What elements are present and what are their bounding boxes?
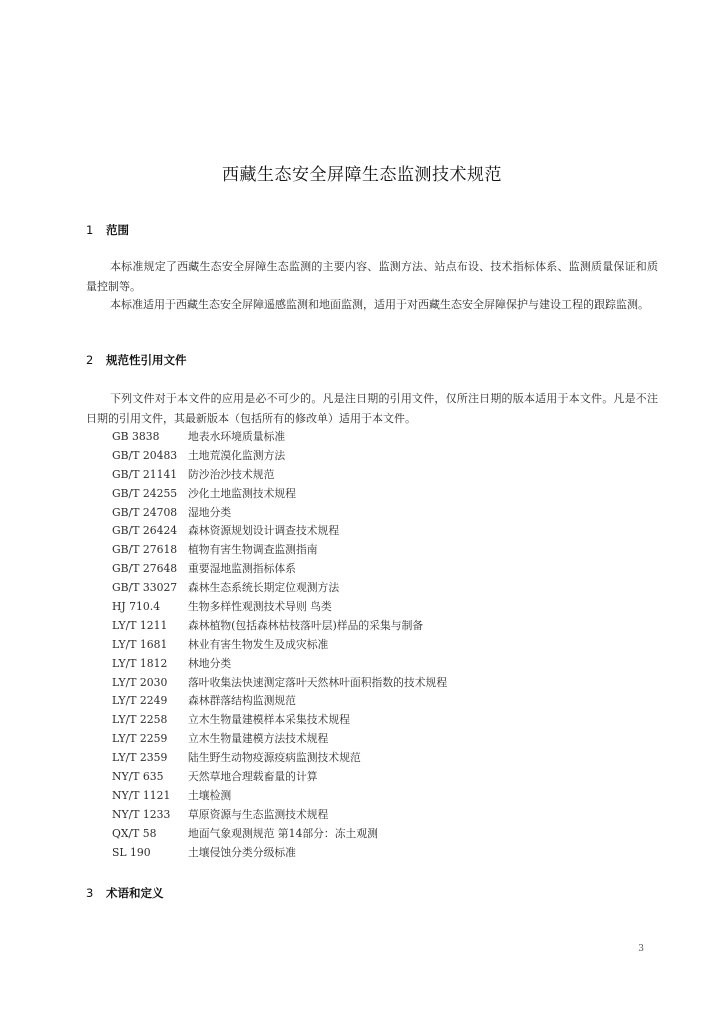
reference-list xyxy=(112,428,447,862)
reference-code: LY/T 1681 xyxy=(112,637,168,651)
reference-item xyxy=(112,692,447,711)
references-intro: 下列文件对于本文件的应用是必不可少的。凡是注日期的引用文件，仅所注日期的版本适用于本文件。凡是不注日期的引用文件，其最新版本（包括所有的修改单）适用于本文件。 xyxy=(86,392,658,425)
section-number: 3 xyxy=(86,886,94,900)
reference-title: 重要湿地监测指标体系 xyxy=(188,562,296,576)
reference-code: GB/T 27648 xyxy=(112,562,178,576)
reference-item xyxy=(112,825,447,844)
reference-title: 地面气象观测规范 第14部分：冻土观测 xyxy=(188,826,378,840)
reference-item xyxy=(112,504,447,523)
reference-title: 草原资源与生态监测技术规程 xyxy=(188,807,329,821)
reference-item xyxy=(112,674,447,693)
reference-code: LY/T 1812 xyxy=(112,656,168,670)
reference-item xyxy=(112,711,447,730)
reference-title: 地表水环境质量标准 xyxy=(188,430,286,443)
reference-code: LY/T 1211 xyxy=(112,618,168,632)
reference-title: 生物多样性观测技术导则 鸟类 xyxy=(188,600,332,614)
section-title: 范围 xyxy=(106,223,129,237)
reference-code: GB/T 20483 xyxy=(112,448,178,462)
reference-code: NY/T 1121 xyxy=(112,788,171,802)
reference-code: GB 3838 xyxy=(112,430,160,443)
reference-item xyxy=(112,560,447,579)
reference-item xyxy=(112,522,447,541)
reference-code: LY/T 2030 xyxy=(112,675,168,689)
reference-item xyxy=(112,768,447,787)
reference-title: 林地分类 xyxy=(188,656,232,670)
reference-item xyxy=(112,787,447,806)
section-number: 2 xyxy=(86,353,94,367)
reference-code: GB/T 24708 xyxy=(112,505,178,519)
reference-title: 陆生野生动物疫源疫病监测技术规范 xyxy=(188,751,361,765)
section-heading-terms-definitions xyxy=(86,885,164,901)
reference-title: 立木生物量建模方法技术规程 xyxy=(188,732,329,746)
section-title: 术语和定义 xyxy=(106,886,164,900)
reference-item xyxy=(112,806,447,825)
reference-title: 土壤侵蚀分类分级标准 xyxy=(188,845,296,859)
reference-title: 森林生态系统长期定位观测方法 xyxy=(188,581,340,595)
reference-code: LY/T 2359 xyxy=(112,751,168,765)
reference-code: LY/T 2259 xyxy=(112,732,168,746)
reference-title: 森林群落结构监测规范 xyxy=(188,694,296,708)
reference-title: 落叶收集法快速测定落叶天然林叶面积指数的技术规程 xyxy=(188,675,448,689)
reference-item xyxy=(112,579,447,598)
reference-code: GB/T 24255 xyxy=(112,486,178,500)
document-title: 西藏生态安全屏障生态监测技术规范 xyxy=(222,165,502,185)
reference-code: GB/T 33027 xyxy=(112,581,178,595)
section-heading-normative-references xyxy=(86,352,187,368)
reference-title: 林业有害生物发生及成灾标准 xyxy=(188,637,329,651)
reference-code: HJ 710.4 xyxy=(112,600,161,614)
reference-item xyxy=(112,428,447,447)
reference-title: 土壤检测 xyxy=(188,788,232,802)
reference-item xyxy=(112,485,447,504)
section-title: 规范性引用文件 xyxy=(106,353,187,367)
reference-title: 天然草地合理载畜量的计算 xyxy=(188,770,318,784)
section-heading-scope xyxy=(86,222,129,238)
reference-code: LY/T 2249 xyxy=(112,694,168,708)
page-number: 3 xyxy=(638,944,644,954)
reference-item xyxy=(112,617,447,636)
reference-code: GB/T 21141 xyxy=(112,467,178,481)
reference-code: GB/T 26424 xyxy=(112,524,178,538)
reference-item xyxy=(112,636,447,655)
section-number: 1 xyxy=(86,223,94,237)
reference-title: 土地荒漠化监测方法 xyxy=(188,448,286,462)
reference-item xyxy=(112,466,447,485)
reference-item xyxy=(112,598,447,617)
reference-title: 沙化土地监测技术规程 xyxy=(188,486,296,500)
reference-code: LY/T 2258 xyxy=(112,713,168,727)
scope-paragraph: 本标准适用于西藏生态安全屏障遥感监测和地面监测，适用于对西藏生态安全屏障保护与建设工程的跟踪监测。 xyxy=(110,298,649,311)
reference-title: 防沙治沙技术规范 xyxy=(188,467,275,481)
reference-code: GB/T 27618 xyxy=(112,543,178,557)
reference-title: 立木生物量建模样本采集技术规程 xyxy=(188,713,350,727)
reference-code: NY/T 635 xyxy=(112,770,164,784)
reference-code: NY/T 1233 xyxy=(112,807,171,821)
reference-title: 森林植物(包括森林枯枝落叶层)样品的采集与制备 xyxy=(188,618,424,632)
reference-title: 森林资源规划设计调查技术规程 xyxy=(188,524,340,538)
reference-item xyxy=(112,730,447,749)
reference-item xyxy=(112,749,447,768)
reference-code: QX/T 58 xyxy=(112,826,157,840)
reference-title: 植物有害生物调查监测指南 xyxy=(188,543,318,557)
reference-item xyxy=(112,655,447,674)
reference-code: SL 190 xyxy=(112,845,151,859)
reference-title: 湿地分类 xyxy=(188,505,232,519)
scope-paragraph: 本标准规定了西藏生态安全屏障生态监测的主要内容、监测方法、站点布设、技术指标体系、监测质量保证和质量控制等。 xyxy=(86,260,658,293)
reference-item xyxy=(112,541,447,560)
reference-item xyxy=(112,447,447,466)
reference-item xyxy=(112,844,447,863)
